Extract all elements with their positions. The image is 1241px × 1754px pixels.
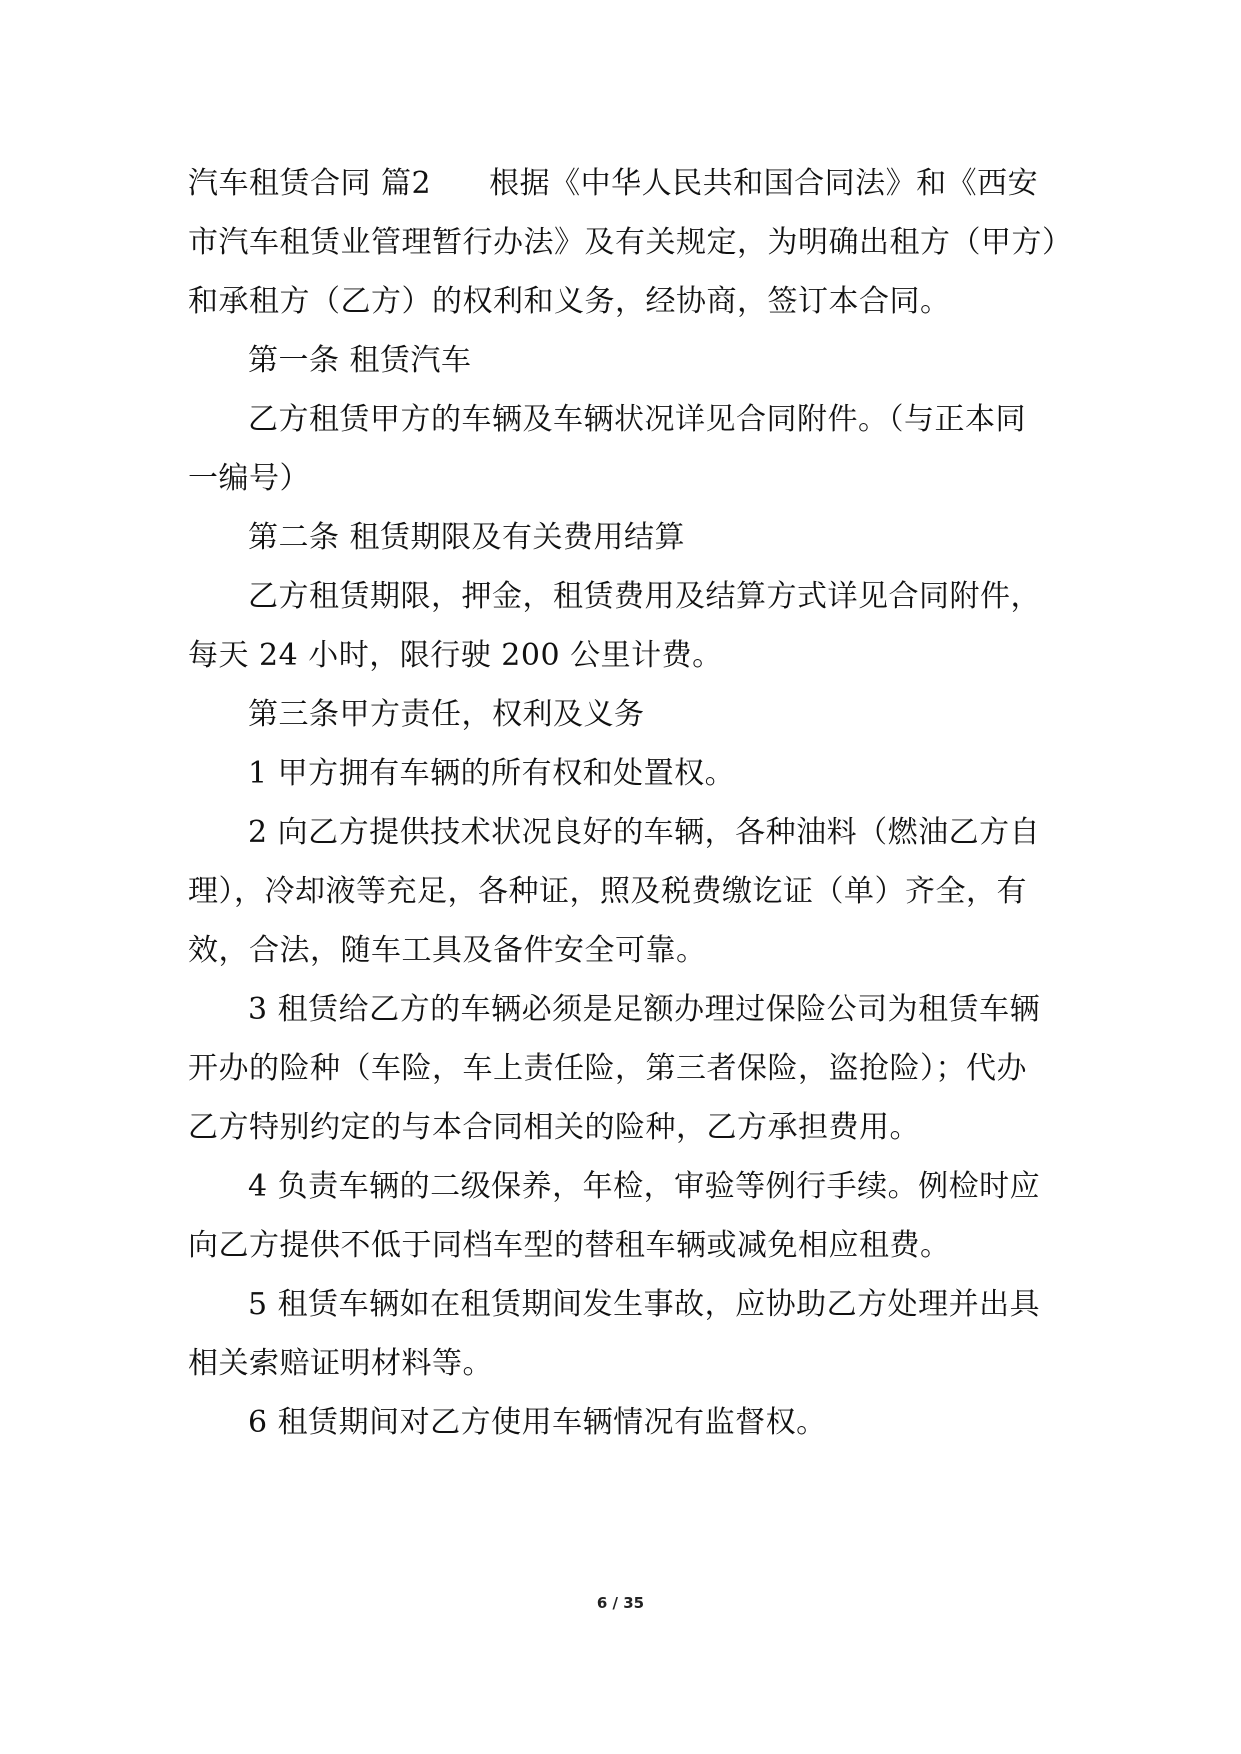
page-number: 6 / 35 — [596, 1594, 645, 1612]
text-line: 3 租赁给乙方的车辆必须是足额办理过保险公司为租赁车辆 — [248, 992, 1041, 1027]
text-line: 和承租方（乙方）的权利和义务，经协商，签订本合同。 — [188, 284, 951, 319]
text-line: 乙方租赁期限，押金，租赁费用及结算方式详见合同附件， — [248, 579, 1041, 614]
article-heading: 第三条甲方责任，权利及义务 — [248, 697, 645, 732]
text-line: 2 向乙方提供技术状况良好的车辆，各种油料（燃油乙方自 — [248, 815, 1041, 850]
section-title: 汽车租赁合同 篇2 — [188, 166, 432, 201]
text-line: 相关索赔证明材料等。 — [188, 1346, 493, 1381]
text-line: 乙方特别约定的与本合同相关的险种，乙方承担费用。 — [188, 1110, 920, 1145]
text-line: 效，合法，随车工具及备件安全可靠。 — [188, 933, 707, 968]
line-text: 根据《中华人民共和国合同法》和《西安 — [489, 166, 1039, 201]
text-line: 每天 24 小时，限行驶 200 公里计费。 — [188, 638, 723, 673]
text-line: 4 负责车辆的二级保养，年检，审验等例行手续。例检时应 — [248, 1169, 1041, 1204]
article-heading: 第一条 租赁汽车 — [248, 343, 472, 378]
text-line: 乙方租赁甲方的车辆及车辆状况详见合同附件。（与正本同 — [248, 402, 1026, 437]
text-line: 6 租赁期间对乙方使用车辆情况有监督权。 — [248, 1405, 827, 1440]
document-body — [188, 154, 1088, 1452]
text-line: 5 租赁车辆如在租赁期间发生事故，应协助乙方处理并出具 — [248, 1287, 1041, 1322]
text-line: 向乙方提供不低于同档车型的替租车辆或减免相应租费。 — [188, 1228, 951, 1263]
text-line: 一编号） — [188, 461, 310, 496]
article-heading: 第二条 租赁期限及有关费用结算 — [248, 520, 686, 555]
text-line: 市汽车租赁业管理暂行办法》及有关规定，为明确出租方（甲方） — [188, 225, 1073, 260]
text-line: 开办的险种（车险，车上责任险，第三者保险，盗抢险）；代办 — [188, 1051, 1027, 1086]
text-line — [188, 154, 1088, 213]
text-line: 1 甲方拥有车辆的所有权和处置权。 — [248, 756, 736, 791]
text-line: 理），冷却液等充足，各种证，照及税费缴讫证（单）齐全，有 — [188, 874, 1027, 909]
